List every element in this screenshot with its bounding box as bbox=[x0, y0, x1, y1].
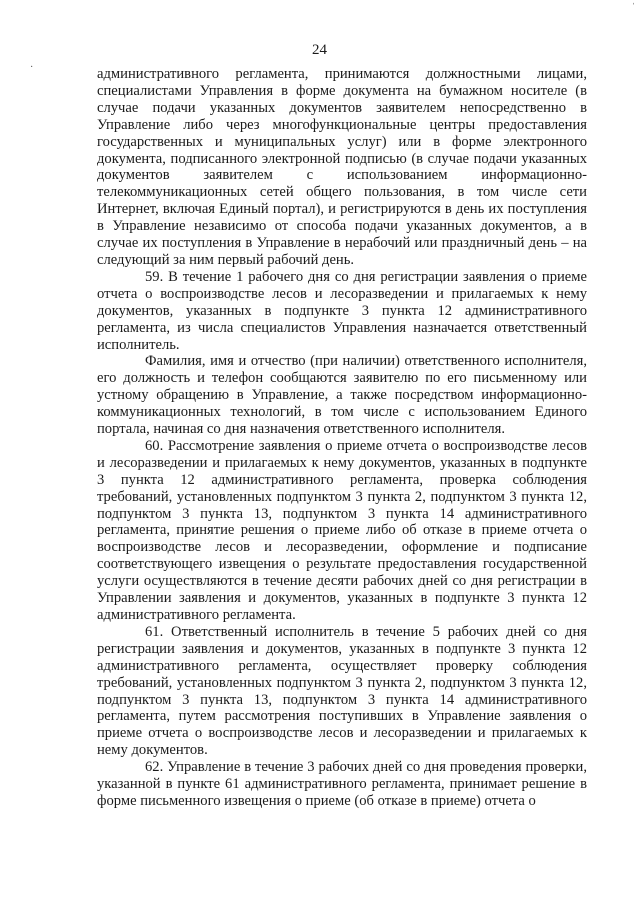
paragraph-59-contact: Фамилия, имя и отчество (при наличии) ответственного исполнителя, его должность и телефон сообщаются заявителю по его письменному или устному обращению в Управление, а также посредством информационно-коммуникационных технологий, в том числе с использованием Единого портала, начиная со дня назначения ответственного исполнителя. bbox=[97, 353, 587, 438]
paragraph-61: 61. Ответственный исполнитель в течение 5 рабочих дней со дня регистрации заявления и документов, указанных в подпункте 3 пункта 12 административного регламента, осуществляет проверку соблюдения требований, установленных подпунктом 3 пункта 2, подпунктом 3 пункта 12, подпунктом 3 пункта 13, подпунктом 3 пункта 14 административного регламента, путем рассмотрения поступивших в Управление заявления о приеме отчета о воспроизводстве лесов и лесоразведении и прилагаемых к нему документов. bbox=[97, 623, 587, 759]
paragraph-62: 62. Управление в течение 3 рабочих дней со дня проведения проверки, указанной в пункте 61 административного регламента, принимает решение в форме письменного извещения о приеме (об отказе в приеме) отчета о bbox=[97, 759, 587, 809]
paragraph-continuation: административного регламента, принимаются должностными лицами, специалистами Управления в форме документа на бумажном носителе (в случае подачи указанных документов заявителем непосредственно в Управление либо через многофункциональные центры предоставления государственных и муниципальных услуг) или в форме электронного документа, подписанного электронной подписью (в случае подачи указанных документов заявителем с использованием информационно-телекоммуникационных сетей общего пользования, в том числе сети Интернет, включая Единый портал), и регистрируются в день их поступления в Управление независимо от способа подачи указанных документов, а в случае их поступления в Управление в нерабочий или праздничный день – на следующий за ним первый рабочий день. bbox=[97, 66, 587, 268]
paragraph-59: 59. В течение 1 рабочего дня со дня регистрации заявления о приеме отчета о воспроизводстве лесов и лесоразведении и прилагаемых к нему документов, указанных в подпункте 3 пункта 12 административного регламента, из числа специалистов Управления назначается ответственный исполнитель. bbox=[97, 268, 587, 353]
paragraph-60: 60. Рассмотрение заявления о приеме отчета о воспроизводстве лесов и лесоразведении и прилагаемых к нему документов, указанных в подпункте 3 пункта 12 административного регламента, проверка соблюдения требований, установленных подпунктом 3 пункта 2, подпунктом 3 пункта 12, подпунктом 3 пункта 13, подпунктом 3 пункта 14 административного регламента, принятие решения о приеме либо об отказе в приеме отчета о воспроизводстве лесов и лесоразведении, оформление и подписание соответствующего извещения о результате предоставления государственной услуги осуществляются в течение десяти рабочих дней со дня регистрации в Управлении заявления и документов, указанных в подпункте 3 пункта 12 административного регламента. bbox=[97, 437, 587, 623]
page-number: 24 bbox=[312, 42, 327, 58]
scan-artifact-mark: ˈ bbox=[632, 2, 636, 13]
document-body bbox=[97, 66, 587, 810]
scan-artifact-dot: · bbox=[30, 62, 34, 73]
